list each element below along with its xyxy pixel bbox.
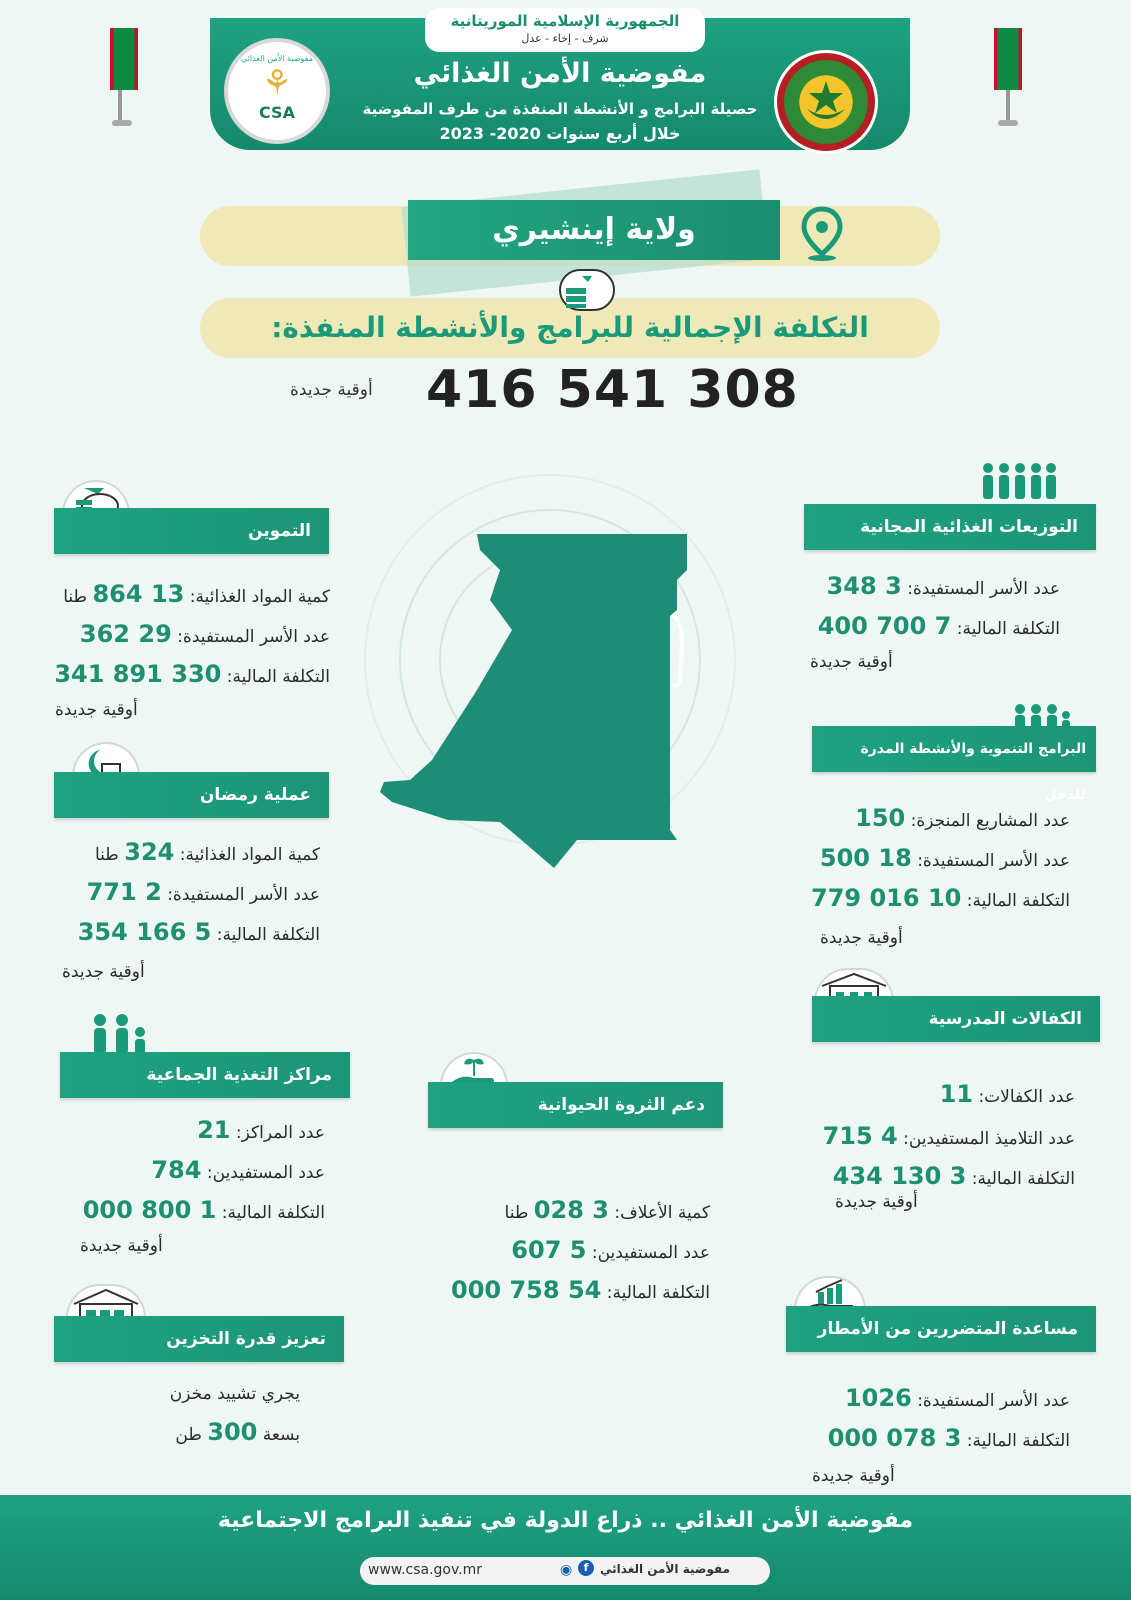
facebook-page-link[interactable]: مفوضية الأمن الغذائي: [600, 1562, 731, 1576]
storage-unit: طن: [175, 1425, 202, 1445]
ramadan-families-label: عدد الأسر المستفيدة:: [167, 885, 320, 905]
nutrition-centers-value: 21: [197, 1116, 231, 1144]
school-students-line: [770, 1122, 1075, 1150]
republic-box: [425, 8, 705, 52]
inchiri-map-icon: [372, 520, 712, 890]
wheat-icon: ⚘: [261, 63, 293, 103]
storage-line1: يجري تشييد مخزن: [169, 1384, 300, 1404]
free-dist-families-value: 3 348: [826, 572, 902, 600]
national-seal-icon: [774, 50, 878, 154]
nutrition-cost-label: التكلفة المالية:: [221, 1203, 325, 1223]
money-bag-icon: [558, 268, 616, 312]
nutrition-currency: أوقية جديدة: [80, 1236, 163, 1256]
school-count-label: عدد الكفالات:: [978, 1087, 1075, 1107]
dev-projects-line: [790, 804, 1070, 832]
flag-base-right: [998, 120, 1018, 126]
livestock-beneficiaries-line: [400, 1236, 710, 1264]
seal-star-icon: [777, 53, 875, 151]
tamween-title: التموين: [54, 508, 329, 554]
location-pin-icon: [800, 206, 844, 262]
rain-families-label: عدد الأسر المستفيدة:: [917, 1391, 1070, 1411]
nutrition-cost-line: [20, 1196, 325, 1224]
free-dist-families-line: [770, 572, 1060, 600]
tamween-food-label: كمية المواد الغذائية:: [189, 587, 330, 607]
nutrition-beneficiaries-line: [20, 1156, 325, 1184]
storage-line2-prefix: بسعة: [262, 1425, 300, 1445]
family-icon: [84, 1012, 154, 1056]
dev-cost-line: [790, 884, 1070, 912]
dev-families-value: 18 500: [819, 844, 912, 872]
dev-currency: أوقية جديدة: [820, 928, 903, 948]
nutrition-cost-value: 1 800 000: [82, 1196, 217, 1224]
flag-left-icon: [110, 28, 138, 90]
dev-projects-value: 150: [855, 804, 906, 832]
dev-projects-label: عدد المشاريع المنجزة:: [910, 811, 1070, 831]
ramadan-food-line: [20, 838, 320, 866]
nutrition-beneficiaries-value: 784: [151, 1156, 202, 1184]
tamween-food-unit: طنا: [63, 587, 88, 607]
livestock-cost-label: التكلفة المالية:: [606, 1283, 710, 1303]
globe-icon: ◉: [560, 1562, 573, 1578]
csa-logo-caption: مفوضية الأمن الغذائي: [240, 54, 314, 63]
livestock-feed-value: 3 028: [533, 1196, 609, 1224]
nutrition-centers-label: عدد المراكز:: [235, 1123, 325, 1143]
free-dist-cost-value: 7 700 400: [817, 612, 952, 640]
storage-title: تعزيز قدرة التخزين: [54, 1316, 344, 1362]
tamween-families-label: عدد الأسر المستفيدة:: [177, 627, 330, 647]
footer-slogan: مفوضية الأمن الغذائي .. ذراع الدولة في تنفيذ البرامج الاجتماعية: [217, 1508, 914, 1533]
livestock-title: دعم الثروة الحيوانية: [428, 1082, 723, 1128]
tamween-families-value: 29 362: [79, 620, 172, 648]
storage-line2: [140, 1418, 300, 1446]
free-dist-families-label: عدد الأسر المستفيدة:: [907, 579, 1060, 599]
csa-logo: [224, 38, 330, 144]
school-students-value: 4 715: [822, 1122, 898, 1150]
agency-title: مفوضية الأمن الغذائي: [413, 58, 707, 89]
tamween-currency: أوقية جديدة: [55, 700, 138, 720]
dev-programs-title: البرامج التنموية والأنشطة المدرة للدخل: [812, 726, 1096, 772]
school-students-label: عدد التلاميذ المستفيدين:: [903, 1129, 1075, 1149]
school-cost-value: 3 130 434: [832, 1162, 967, 1190]
facebook-icon[interactable]: f: [578, 1560, 594, 1576]
total-cost-value: 416 541 308: [426, 360, 799, 420]
livestock-beneficiaries-label: عدد المستفيدين:: [591, 1243, 710, 1263]
rain-cost-value: 3 078 000: [827, 1424, 962, 1452]
tamween-food-value: 13 864: [92, 580, 185, 608]
ramadan-food-unit: طنا: [95, 845, 119, 865]
school-cost-label: التكلفة المالية:: [971, 1169, 1075, 1189]
livestock-beneficiaries-value: 5 607: [511, 1236, 587, 1264]
tamween-cost-value: 330 891 341: [54, 660, 222, 688]
rain-currency: أوقية جديدة: [812, 1466, 895, 1486]
national-motto: شرف - إخاء - عدل: [521, 32, 609, 45]
storage-capacity: 300: [207, 1418, 258, 1446]
ramadan-food-value: 324: [124, 838, 175, 866]
republic-name: الجمهورية الإسلامية الموريتانية: [450, 12, 680, 30]
free-dist-cost-line: [770, 612, 1060, 640]
flag-base-left: [112, 120, 132, 126]
dev-families-label: عدد الأسر المستفيدة:: [917, 851, 1070, 871]
rain-families-line: [770, 1384, 1070, 1412]
wilaya-name: ولاية إينشيري: [492, 212, 696, 247]
total-cost-currency: أوقية جديدة: [290, 380, 373, 400]
rain-cost-line: [770, 1424, 1070, 1452]
dev-cost-label: التكلفة المالية:: [966, 891, 1070, 911]
ramadan-currency: أوقية جديدة: [62, 962, 145, 982]
ramadan-families-value: 2 771: [86, 878, 162, 906]
nutrition-centers-line: [20, 1116, 325, 1144]
school-count-value: 11: [939, 1080, 974, 1108]
livestock-feed-unit: طنا: [504, 1203, 529, 1223]
ramadan-cost-line: [20, 918, 320, 946]
ramadan-cost-label: التكلفة المالية:: [216, 925, 320, 945]
livestock-feed-label: كمية الأعلاف:: [614, 1203, 710, 1223]
nutrition-beneficiaries-label: عدد المستفيدين:: [206, 1163, 325, 1183]
ramadan-food-label: كمية المواد الغذائية:: [179, 845, 320, 865]
wilaya-box: [408, 200, 780, 260]
ramadan-families-line: [20, 878, 320, 906]
tamween-cost-line: [30, 660, 330, 688]
nutrition-title: مراكز التغذية الجماعية: [60, 1052, 350, 1098]
flag-right-icon: [994, 28, 1022, 90]
dev-cost-value: 10 016 779: [811, 884, 962, 912]
school-currency: أوقية جديدة: [835, 1192, 918, 1212]
dev-families-line: [790, 844, 1070, 872]
ramadan-cost-value: 5 166 354: [77, 918, 212, 946]
livestock-feed-line: [400, 1196, 710, 1224]
rain-cost-label: التكلفة المالية:: [966, 1431, 1070, 1451]
rain-title: مساعدة المتضررين من الأمطار: [786, 1306, 1096, 1352]
free-dist-currency: أوقية جديدة: [810, 652, 893, 672]
report-period: خلال أربع سنوات 2020- 2023: [439, 124, 681, 143]
free-dist-title: التوزيعات الغذائية المجانية: [804, 504, 1096, 550]
csa-logo-text: CSA: [259, 103, 295, 122]
tamween-families-line: [30, 620, 330, 648]
school-cost-line: [770, 1162, 1075, 1190]
free-dist-cost-label: التكلفة المالية:: [956, 619, 1060, 639]
report-subtitle: حصيلة البرامج و الأنشطة المنفذة من طرف المفوضية: [362, 100, 758, 118]
ramadan-title: عملية رمضان: [54, 772, 329, 818]
livestock-cost-line: [400, 1276, 710, 1304]
school-title: الكفالات المدرسية: [812, 996, 1100, 1042]
livestock-cost-value: 54 758 000: [451, 1276, 602, 1304]
rain-families-value: 1026: [844, 1384, 912, 1412]
website-link[interactable]: www.csa.gov.mr: [368, 1562, 483, 1578]
people-group-icon: [978, 460, 1058, 504]
tamween-food-line: [30, 580, 330, 608]
total-cost-label: التكلفة الإجمالية للبرامج والأنشطة المنفذة:: [271, 311, 869, 344]
school-count-line: [770, 1080, 1075, 1108]
tamween-cost-label: التكلفة المالية:: [226, 667, 330, 687]
